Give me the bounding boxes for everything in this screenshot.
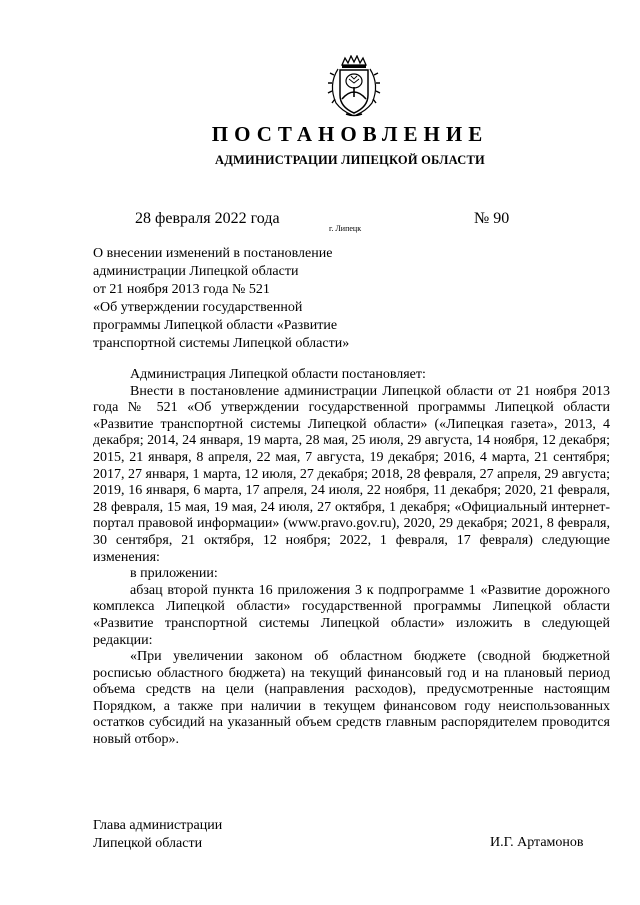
body-paragraph: абзац второй пункта 16 приложения 3 к подпрограмме 1 «Развитие дорожного комплекса Липецкой области» государственной программы Липецкой области «Развитие транспортной системы Липецкой области» изложить в следующей редакции: bbox=[93, 582, 610, 648]
heading-line: от 21 ноября 2013 года № 521 bbox=[93, 282, 270, 297]
body-paragraph: Администрация Липецкой области постановляет: bbox=[130, 367, 426, 382]
document-city: г. Липецк bbox=[329, 224, 362, 233]
signature-position-line: Глава администрации bbox=[93, 818, 223, 833]
body-paragraph: Внести в постановление администрации Липецкой области от 21 ноября 2013 года № 521 «Об утверждении государственной программы Липецкой области «Развитие транспортной системы Липецкой области» («Липецкая газета», 2013, 4 декабря; 2014, 24 января, 19 марта, 28 мая, 25 июля, 29 августа, 14 ноября, 12 декабря; 2015, 21 января, 8 апреля, 22 мая, 7 августа, 19 декабря; 2016, 4 марта, 21 сентября; 2017, 27 января, 1 марта, 12 июля, 27 декабря; 2018, 28 февраля, 27 апреля, 29 августа; 2019, 16 января, 6 марта, 17 апреля, 24 июля, 22 ноября, 11 декабря; 2020, 21 февраля, 28 февраля, 15 мая, 19 мая, 24 июля, 27 октября, 1 декабря; «Официальный интернет-портал правовой информации» (www.pravo.gov.ru), 2020, 29 декабря; 2021, 8 февраля, 30 сентября, 21 октября, 12 ноября; 2022, 1 февраля, 17 февраля) следующие изменения: bbox=[93, 383, 610, 565]
heading-line: программы Липецкой области «Развитие bbox=[93, 318, 338, 333]
signature-position-line: Липецкой области bbox=[93, 836, 203, 851]
document-body bbox=[93, 367, 610, 749]
document-title: ПОСТАНОВЛЕНИЕ bbox=[211, 122, 489, 146]
heading-line: О внесении изменений в постановление bbox=[93, 246, 333, 261]
body-paragraph: в приложении: bbox=[130, 566, 218, 582]
document-date: 28 февраля 2022 года bbox=[135, 210, 280, 227]
heading-line: «Об утверждении государственной bbox=[93, 300, 303, 315]
document-number: № 90 bbox=[474, 210, 510, 227]
heading-line: администрации Липецкой области bbox=[93, 264, 299, 279]
heading-line: транспортной системы Липецкой области» bbox=[93, 336, 350, 351]
document-subtitle: АДМИНИСТРАЦИИ ЛИПЕЦКОЙ ОБЛАСТИ bbox=[215, 153, 485, 167]
signer-name: И.Г. Артамонов bbox=[490, 835, 584, 850]
lipetsk-coat-of-arms-icon bbox=[326, 55, 382, 117]
document-heading bbox=[93, 245, 423, 353]
body-paragraph: «При увеличении законом об областном бюджете (сводной бюджетной росписью областного бюджета) на текущий финансовый год и на плановый период объема средств на цели (направления расходов), предусмотренные настоящим Порядком, а также при наличии в текущем финансовом году неиспользованных остатков субсидий на указанный объем средств главным распорядителем проводится новый отбор». bbox=[93, 649, 610, 748]
